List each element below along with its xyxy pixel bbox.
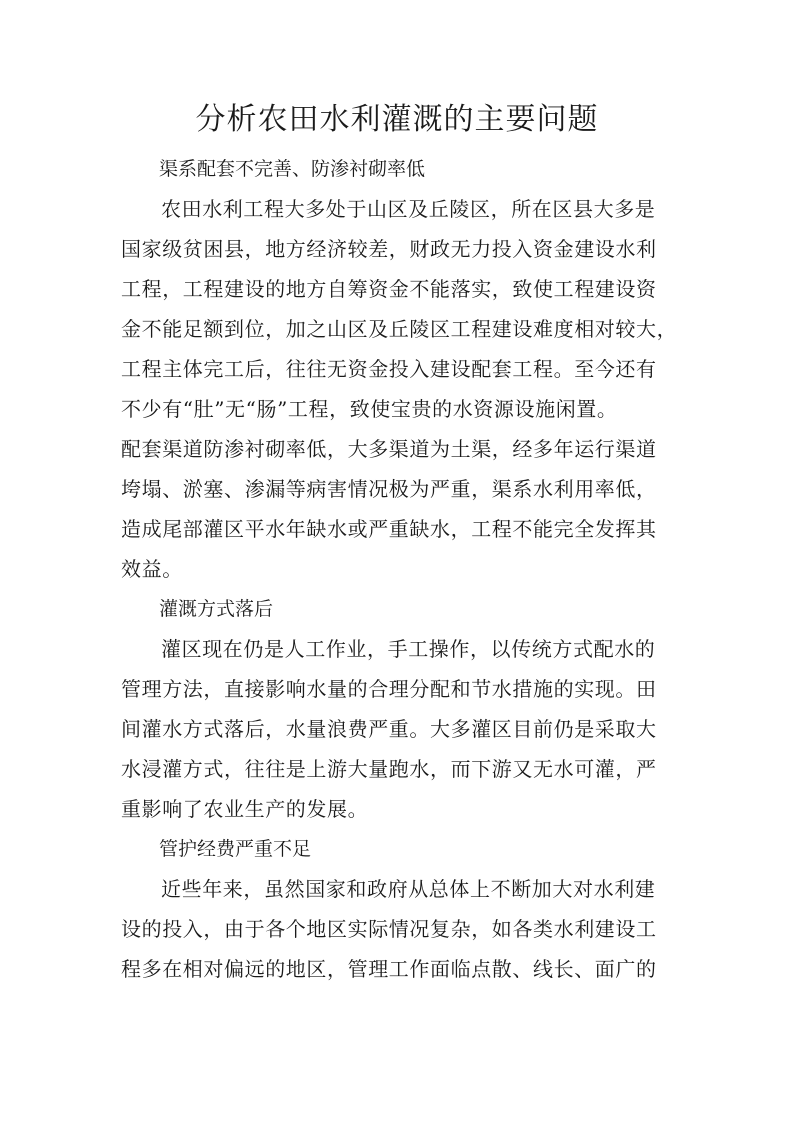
paragraph-line: 近些年来，虽然国家和政府从总体上不断加大对水利建 <box>161 877 656 901</box>
paragraph-line: 管理方法，直接影响水量的合理分配和节水措施的实现。田 <box>121 677 657 701</box>
paragraph-line: 配套渠道防渗衬砌率低，大多渠道为土渠，经多年运行渠道 <box>121 437 657 461</box>
paragraph-line: 农田水利工程大多处于山区及丘陵区，所在区县大多是 <box>161 197 656 221</box>
paragraph-line: 灌区现在仍是人工作业，手工操作，以传统方式配水的 <box>161 637 656 661</box>
paragraph-line: 不少有“肚”无“肠”工程，致使宝贵的水资源设施闲置。 <box>121 397 618 421</box>
section-paragraph <box>121 629 687 829</box>
paragraph-line: 垮塌、淤塞、渗漏等病害情况极为严重，渠系水利用率低， <box>121 477 657 501</box>
document-body <box>121 149 687 989</box>
paragraph-line: 间灌水方式落后，水量浪费严重。大多灌区目前仍是采取大 <box>121 717 657 741</box>
paragraph-line: 工程，工程建设的地方自筹资金不能落实，致使工程建设资 <box>121 277 657 301</box>
section-heading: 管护经费严重不足 <box>159 838 312 860</box>
paragraph-line: 效益。 <box>121 557 183 581</box>
section-heading: 渠系配套不完善、防渗衬砌率低 <box>159 158 426 180</box>
paragraph-line: 工程主体完工后，往往无资金投入建设配套工程。至今还有 <box>121 357 657 381</box>
paragraph-line: 程多在相对偏远的地区，管理工作面临点散、线长、面广的 <box>121 957 657 981</box>
paragraph-line: 造成尾部灌区平水年缺水或严重缺水，工程不能完全发挥其 <box>121 517 657 541</box>
paragraph-line: 国家级贫困县，地方经济较差，财政无力投入资金建设水利 <box>121 237 657 261</box>
paragraph-line: 重影响了农业生产的发展。 <box>121 797 369 821</box>
section-heading: 灌溉方式落后 <box>159 598 274 620</box>
section-paragraph <box>121 189 687 589</box>
paragraph-line: 设的投入，由于各个地区实际情况复杂，如各类水利建设工 <box>121 917 657 941</box>
section-paragraph <box>121 869 687 989</box>
document-title: 分析农田水利灌溉的主要问题 <box>195 102 599 137</box>
paragraph-line: 金不能足额到位，加之山区及丘陵区工程建设难度相对较大， <box>121 317 678 341</box>
paragraph-line: 水浸灌方式，往往是上游大量跑水，而下游又无水可灌，严 <box>121 757 657 781</box>
